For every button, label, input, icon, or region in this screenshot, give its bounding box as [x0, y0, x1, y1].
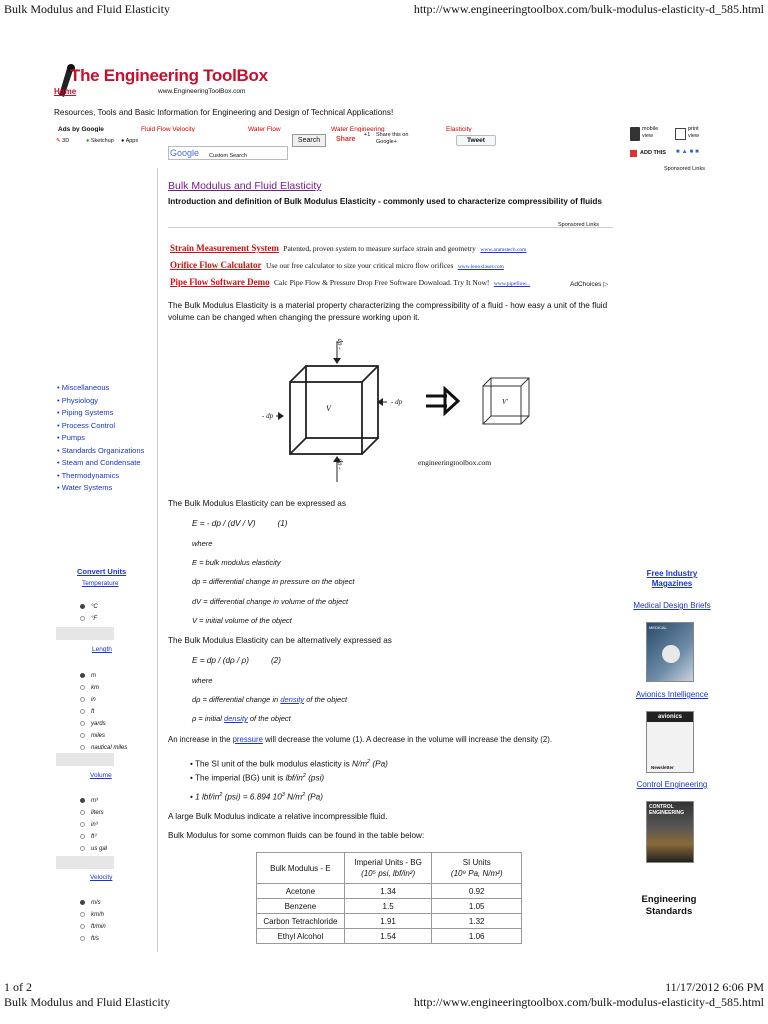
- label-volume-reduced: V': [502, 398, 508, 406]
- share-button[interactable]: Share: [336, 136, 356, 143]
- search-input[interactable]: [168, 146, 288, 160]
- def-dp: dp = differential change in pressure on the object: [192, 577, 355, 586]
- equation-2: E = dp / (dρ / ρ) (2): [192, 656, 281, 665]
- col-header-imperial: Imperial Units - BG (10⁵ psi, lbf/in²): [344, 853, 432, 884]
- print-icon: [675, 128, 686, 140]
- apple-icon: ●: [121, 138, 125, 144]
- ad-link-1[interactable]: Fluid Flow Velocity: [141, 126, 195, 132]
- home-link[interactable]: Home: [54, 87, 77, 96]
- control-engineering-cover[interactable]: CONTROL ENGINEERING: [646, 801, 694, 863]
- pressure-link[interactable]: pressure: [232, 735, 263, 744]
- radio-nautical-miles[interactable]: nautical miles: [80, 742, 127, 754]
- sidebar-links: [57, 382, 144, 495]
- ad-strain[interactable]: Strain Measurement System Patented, proven system to measure surface strain and geometry www.aramstech.com: [170, 243, 527, 253]
- bulk-modulus-figure: [240, 336, 540, 486]
- bullet-conversion: • 1 lbf/$in^2$ (psi) = 6.894 $10^3$ $N/m^2$ (Pa): [190, 792, 323, 802]
- col-header-fluid: Bulk Modulus - E: [257, 853, 345, 884]
- where-1: where: [192, 539, 213, 548]
- logo-url: www.EngineeringToolBox.com: [158, 88, 246, 95]
- sidebar-item-miscellaneous[interactable]: • Miscellaneous: [57, 383, 110, 392]
- radio-km-h[interactable]: km/h: [80, 909, 106, 921]
- print-footer-page: 1 of 2: [4, 980, 32, 994]
- ads-by-google[interactable]: Ads by Google: [58, 126, 104, 132]
- temperature-options: [80, 601, 98, 625]
- sketchup-icon: ●: [86, 138, 90, 144]
- expressed-text: The Bulk Modulus Elasticity can be expressed as: [168, 499, 346, 508]
- table-row: Ethyl Alcohol 1.54 1.06: [257, 929, 522, 944]
- unit-group-length[interactable]: Length: [92, 646, 112, 653]
- table-row: Benzene 1.5 1.05: [257, 899, 522, 914]
- table-row: Acetone 1.34 0.92: [257, 884, 522, 899]
- table-intro-text: Bulk Modulus for some common fluids can be found in the table below:: [168, 831, 425, 840]
- sidebar-item-steam-condensate[interactable]: • Steam and Condensate: [57, 458, 141, 467]
- print-header-url: http://www.engineeringtoolbox.com/bulk-modulus-elasticity-d_585.html: [413, 2, 764, 16]
- label-volume: V: [326, 404, 331, 413]
- cube-large: [290, 366, 378, 454]
- equation-1: E = - dp / (dV / V) (1): [192, 519, 288, 528]
- sidebar-item-process-control[interactable]: • Process Control: [57, 420, 116, 430]
- radio-us-gal[interactable]: us gal: [80, 843, 107, 855]
- medical-design-briefs-cover[interactable]: MEDICAL: [646, 622, 694, 682]
- length-options: [80, 670, 127, 754]
- ad-link-2[interactable]: Water Flow: [248, 126, 281, 132]
- addthis-icon: [630, 150, 637, 157]
- print-footer-url: http://www.engineeringtoolbox.com/bulk-modulus-elasticity-d_585.html: [413, 995, 764, 1009]
- free-magazines-title[interactable]: Free Industry Magazines: [646, 569, 698, 588]
- label-dp-top: - dp: [335, 338, 344, 350]
- sidebar-item-pumps[interactable]: • Pumps: [57, 433, 86, 442]
- label-dp-bottom: - dp: [335, 458, 344, 470]
- site-logo[interactable]: [54, 63, 274, 101]
- tool-apps[interactable]: ● Apps: [121, 138, 139, 144]
- unit-group-velocity[interactable]: Velocity: [90, 874, 113, 881]
- increase-text: An increase in the pressure will decrease the volume (1). A decrease in the volume will increase the density (2).: [168, 735, 552, 744]
- table-row: Carbon Tetrachloride 1.91 1.32: [257, 914, 522, 929]
- radio-in3[interactable]: in³: [80, 819, 107, 831]
- ad-orifice[interactable]: Orifice Flow Calculator Use our free calculator to size your critical micro flow orifices www.lenoxlaser.com: [170, 260, 504, 270]
- google-logo: Google: [170, 148, 200, 158]
- large-modulus-text: A large Bulk Modulus indicate a relative incompressible fluid.: [168, 812, 388, 821]
- table-header-row: [257, 853, 522, 884]
- label-dp-left: - dp: [262, 412, 274, 420]
- mag-link-medical[interactable]: Medical Design Briefs: [633, 601, 711, 610]
- def-V: V = initial volume of the object: [192, 616, 292, 625]
- def-drho: dρ = differential change in density of the object: [192, 695, 348, 704]
- plus-one[interactable]: +1: [364, 132, 371, 138]
- where-2: where: [192, 676, 213, 685]
- avionics-intelligence-cover[interactable]: avionics Newsletter: [646, 711, 694, 773]
- page-title[interactable]: Bulk Modulus and Fluid Elasticity: [168, 180, 322, 192]
- bullet-si-unit: • The SI unit of the bulk modulus elasticity is $N/m^2$ (Pa): [190, 759, 388, 769]
- implies-arrow-icon: [426, 389, 458, 413]
- alt-expressed-text: The Bulk Modulus Elasticity can be alternatively expressed as: [168, 636, 392, 645]
- sidebar-item-physiology[interactable]: • Physiology: [57, 395, 98, 405]
- length-input[interactable]: [56, 753, 114, 766]
- radio-ft3[interactable]: ft³: [80, 831, 107, 843]
- sidebar-item-piping-systems[interactable]: • Piping Systems: [57, 408, 114, 417]
- radio-m-s[interactable]: m/s: [80, 897, 106, 909]
- search-button[interactable]: Search: [292, 134, 326, 147]
- radio-in[interactable]: in: [80, 694, 127, 706]
- site-tagline: Resources, Tools and Basic Information for Engineering and Design of Technical Applications!: [54, 108, 394, 117]
- print-view-link[interactable]: print view: [688, 126, 700, 139]
- volume-options: [80, 795, 107, 855]
- left-column-divider: [157, 168, 158, 952]
- radio-liters[interactable]: liters: [80, 807, 107, 819]
- logo-text: The Engineering ToolBox: [70, 66, 268, 85]
- radio-yards[interactable]: yards: [80, 718, 127, 730]
- tweet-button[interactable]: Tweet: [456, 135, 496, 146]
- share-google-plus[interactable]: Share this on Google+: [376, 132, 409, 145]
- print-header-title: Bulk Modulus and Fluid Elasticity: [4, 2, 171, 16]
- radio-m[interactable]: m: [80, 670, 127, 682]
- social-icons[interactable]: ■▲■■: [676, 149, 701, 155]
- tool-3d[interactable]: ✎ 3D: [56, 138, 70, 144]
- print-footer-title: Bulk Modulus and Fluid Elasticity: [4, 995, 171, 1009]
- density-link-2[interactable]: density: [224, 714, 248, 723]
- def-rho: ρ = initial density of the object: [192, 714, 291, 723]
- bullet-imperial-unit: • The imperial (BG) unit is lbf/$in^2$ (psi): [190, 773, 325, 783]
- custom-search-label: Custom Search: [209, 153, 247, 159]
- radio-ft[interactable]: ft: [80, 706, 127, 718]
- sidebar-item-thermodynamics[interactable]: • Thermodynamics: [57, 470, 120, 480]
- tool-sketchup[interactable]: ● Sketchup: [86, 138, 114, 144]
- intro-paragraph: The Bulk Modulus Elasticity is a material property characterizing the compressibility of a fluid - how easy a unit of the fluid volume can be changed when changing the pressure working upon it.: [168, 301, 608, 322]
- convert-units-title[interactable]: Convert Units: [77, 567, 127, 576]
- col-header-si: SI Units (10⁹ Pa, N/m²): [432, 853, 522, 884]
- page-subtitle: Introduction and definition of Bulk Modulus Elasticity - commonly used to characterize compressibility of fluids: [168, 197, 602, 206]
- radio-ft-s[interactable]: ft/s: [80, 933, 106, 945]
- temperature-input[interactable]: [56, 627, 114, 640]
- header-divider: [168, 227, 613, 228]
- velocity-options: [80, 897, 106, 945]
- bulk-modulus-table: [256, 852, 522, 944]
- radio-fahrenheit[interactable]: °F: [80, 613, 98, 625]
- print-footer-datetime: 11/17/2012 6:06 PM: [665, 980, 764, 994]
- tool-3d-icon: ✎: [56, 138, 61, 144]
- def-E: E = bulk modulus elasticity: [192, 558, 281, 567]
- radio-miles[interactable]: miles: [80, 730, 127, 742]
- sidebar-item-standards-organizations[interactable]: • Standards Organizations: [57, 445, 145, 455]
- def-dV: dV = differential change in volume of the object: [192, 597, 349, 606]
- figure-credit: engineeringtoolbox.com: [418, 458, 492, 467]
- radio-celsius[interactable]: °C: [80, 601, 98, 613]
- radio-ft-min[interactable]: ft/min: [80, 921, 106, 933]
- adchoices-icon: ▷: [603, 281, 609, 288]
- sidebar-item-water-systems[interactable]: • Water Systems: [57, 483, 113, 492]
- ad-link-4[interactable]: Elasticity: [446, 126, 472, 132]
- mag-link-avionics[interactable]: Avionics Intelligence: [635, 690, 709, 699]
- right-sponsored-links: Sponsored Links: [664, 166, 705, 172]
- volume-input[interactable]: [56, 856, 114, 869]
- mobile-view-link[interactable]: mobile view: [642, 126, 659, 139]
- ad-link-3[interactable]: Water Engineering: [331, 126, 385, 132]
- label-dp-right: - dp: [391, 398, 403, 406]
- radio-km[interactable]: km: [80, 682, 127, 694]
- unit-group-volume[interactable]: Volume: [90, 772, 112, 779]
- engineering-standards[interactable]: Engineering Standards: [641, 894, 697, 917]
- addthis-link[interactable]: ADD THIS: [640, 150, 666, 156]
- adchoices[interactable]: AdChoices ▷: [570, 281, 609, 288]
- ad-pipeflow[interactable]: Pipe Flow Software Demo Calc Pipe Flow & Pressure Drop Free Software Download. Try It Now! www.pipeflow...: [170, 277, 531, 287]
- density-link[interactable]: density: [280, 695, 305, 704]
- unit-group-temperature[interactable]: Temperature: [82, 580, 119, 587]
- mag-link-control[interactable]: Control Engineering: [636, 780, 708, 789]
- radio-m3[interactable]: m³: [80, 795, 107, 807]
- mobile-icon: [630, 127, 640, 141]
- sponsored-links: Sponsored Links: [558, 222, 599, 228]
